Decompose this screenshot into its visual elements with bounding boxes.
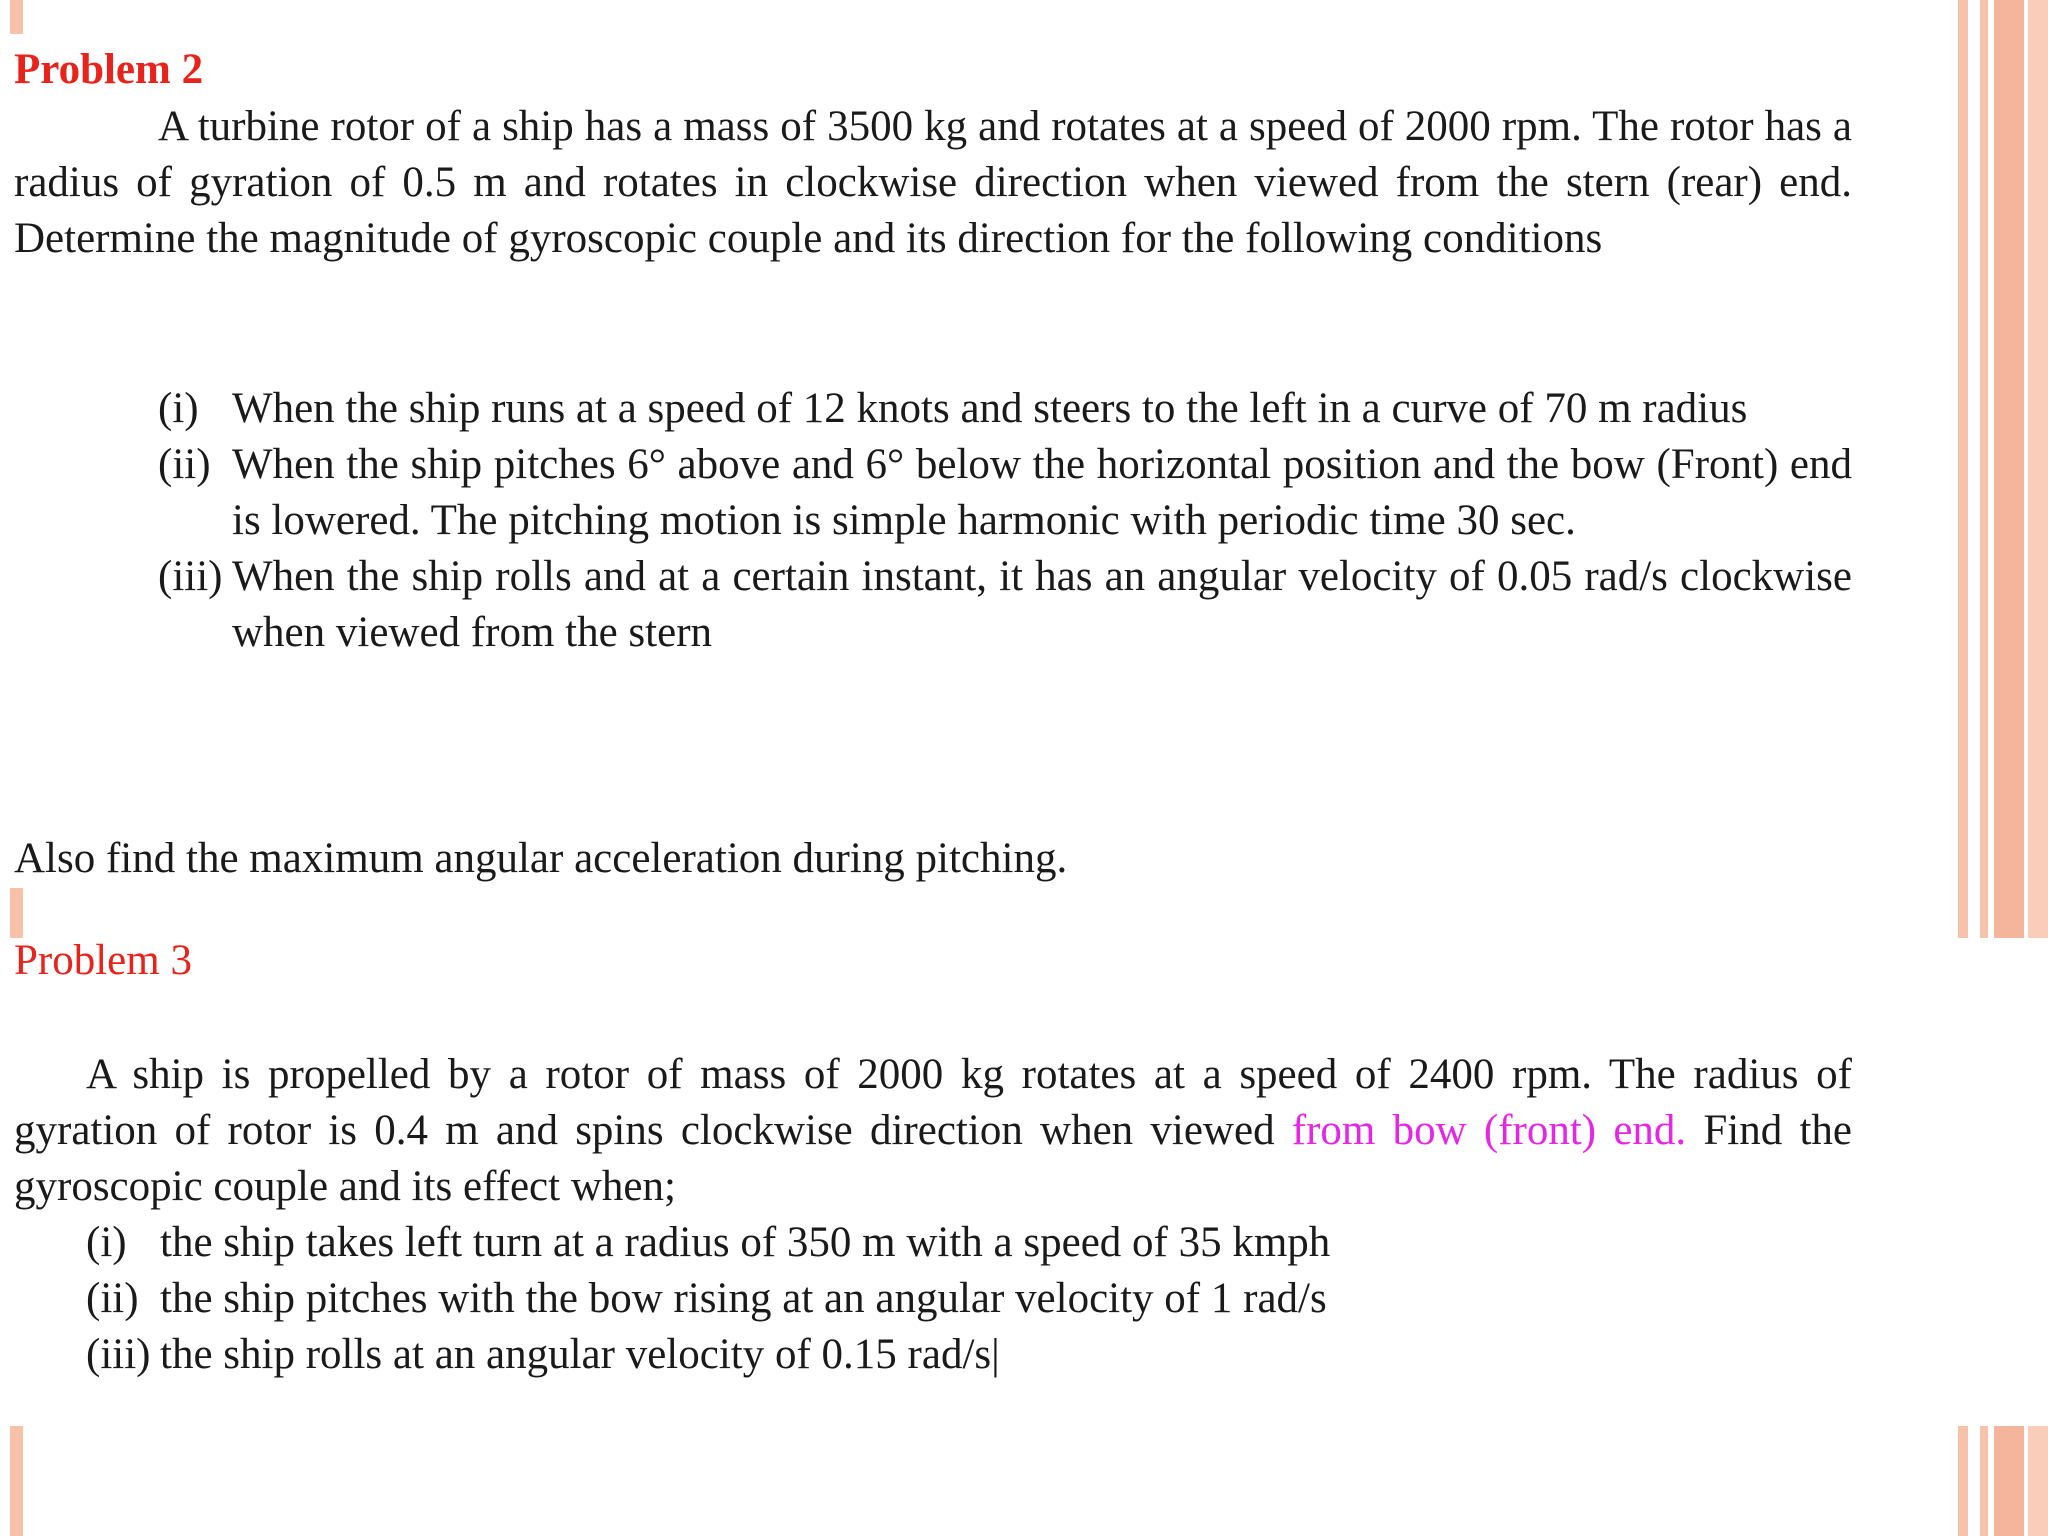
- right-stripe-1: [1958, 0, 1968, 938]
- problem-2-paragraph: A turbine rotor of a ship has a mass of 3500 kg and rotates at a speed of 2000 rpm. The rotor has a radius of gyration of 0.5 m and rotates in clockwise direction when viewed from the stern (rear) end. Determine the magnitude of gyroscopic couple and its direction for the following conditions: [14, 103, 1852, 262]
- left-marker-bottom: [10, 1426, 23, 1536]
- list-item: [86, 1271, 1786, 1327]
- right-stripe-3-lower: [1994, 1426, 2024, 1536]
- right-stripe-4: [2028, 0, 2048, 938]
- list-item: [158, 437, 1852, 549]
- problem-3-heading: Problem 3: [14, 937, 192, 984]
- item-text: the ship rolls at an angular velocity of 0.15 rad/s|: [160, 1331, 1000, 1378]
- right-stripe-4-lower: [2028, 1426, 2048, 1536]
- item-text: When the ship rolls and at a certain instant, it has an angular velocity of 0.05 rad/s clockwise when viewed from the stern: [232, 553, 1852, 656]
- left-marker-middle: [10, 888, 23, 938]
- item-text: When the ship pitches 6° above and 6° below the horizontal position and the bow (Front) end is lowered. The pitching motion is simple harmonic with periodic time 30 sec.: [232, 441, 1852, 544]
- left-marker-top: [10, 0, 23, 34]
- list-item: [158, 549, 1852, 661]
- item-text: the ship takes left turn at a radius of 350 m with a speed of 35 kmph: [160, 1219, 1331, 1266]
- problem-3-paragraph: [14, 1047, 1852, 1215]
- problem-2-statement: [14, 99, 1852, 267]
- problem-3-highlight: from bow (front) end.: [1291, 1107, 1687, 1154]
- list-item: [86, 1327, 1786, 1383]
- item-number: (ii): [86, 1275, 139, 1322]
- item-text: the ship pitches with the bow rising at an angular velocity of 1 rad/s: [160, 1275, 1327, 1322]
- right-stripe-2-lower: [1980, 1426, 1988, 1536]
- item-number: (iii): [158, 553, 223, 600]
- right-stripe-1-lower: [1958, 1426, 1968, 1536]
- problem-3-conditions-list: [86, 1215, 1786, 1383]
- problem-2-also: Also find the maximum angular acceleration during pitching.: [14, 835, 1068, 882]
- item-number: (i): [158, 385, 199, 432]
- problem-2-conditions-list: [158, 381, 1852, 661]
- list-item: [158, 381, 1852, 437]
- item-number: (ii): [158, 441, 211, 488]
- problem-2-heading: Problem 2: [14, 46, 204, 93]
- list-item: [86, 1215, 1786, 1271]
- problem-3-paragraph-part2: Find the gyroscopic couple and its effect when;: [14, 1107, 1852, 1210]
- problem-3-paragraph-part1: A ship is propelled by a rotor of mass of 2000 kg rotates at a speed of 2400 rpm. The radius of gyration of rotor is 0.4 m and spins clockwise direction when viewed: [14, 1051, 1852, 1154]
- item-number: (i): [86, 1219, 127, 1266]
- item-number: (iii): [86, 1331, 151, 1378]
- item-text: When the ship runs at a speed of 12 knots and steers to the left in a curve of 70 m radius: [232, 385, 1748, 432]
- right-stripe-3: [1994, 0, 2024, 938]
- right-stripe-2: [1980, 0, 1988, 938]
- problem-3-statement: [14, 1047, 1852, 1215]
